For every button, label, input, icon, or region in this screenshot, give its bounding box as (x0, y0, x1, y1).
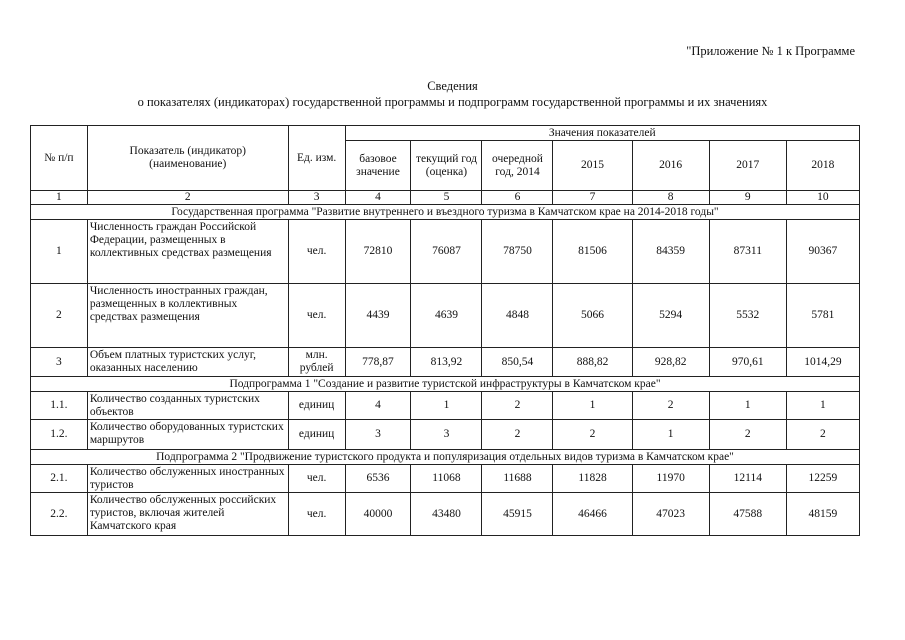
value-cell: 1 (553, 392, 632, 420)
value-cell: 888,82 (553, 348, 632, 377)
header-2016: 2016 (632, 141, 709, 191)
section-title: Подпрограмма 2 "Продвижение туристского продукта и популяризация отдельных видов туризма в Камчатском крае" (31, 450, 860, 465)
value-cell: 11068 (411, 465, 482, 493)
value-cell: 12114 (709, 465, 786, 493)
unit-cell: млн. рублей (288, 348, 345, 377)
col-number: 2 (87, 191, 288, 205)
indicator-name: Количество обслуженных российских туристов, включая жителей Камчатского края (87, 493, 288, 536)
section-title: Государственная программа "Развитие внутреннего и въездного туризма в Камчатском крае на 2014-2018 годы" (31, 205, 860, 220)
value-cell: 12259 (786, 465, 859, 493)
header-indicator: Показатель (индикатор) (наименование) (87, 126, 288, 191)
unit-cell: чел. (288, 465, 345, 493)
value-cell: 850,54 (482, 348, 553, 377)
col-number: 3 (288, 191, 345, 205)
value-cell: 81506 (553, 220, 632, 284)
value-cell: 1 (411, 392, 482, 420)
value-cell: 813,92 (411, 348, 482, 377)
value-cell: 2 (482, 420, 553, 450)
header-num: № п/п (31, 126, 88, 191)
header-current: текущий год (оценка) (411, 141, 482, 191)
document-subtitle: о показателях (индикаторах) государственной программы и подпрограмм государственной программы и их значениях (137, 95, 768, 109)
unit-cell: единиц (288, 420, 345, 450)
value-cell: 2 (786, 420, 859, 450)
col-number: 8 (632, 191, 709, 205)
col-number: 6 (482, 191, 553, 205)
value-cell: 48159 (786, 493, 859, 536)
value-cell: 11688 (482, 465, 553, 493)
value-cell: 1 (786, 392, 859, 420)
value-cell: 4439 (345, 284, 411, 348)
value-cell: 1014,29 (786, 348, 859, 377)
header-2017: 2017 (709, 141, 786, 191)
value-cell: 76087 (411, 220, 482, 284)
value-cell: 84359 (632, 220, 709, 284)
row-number: 1 (31, 220, 88, 284)
indicator-name: Численность граждан Российской Федерации, размещенных в коллективных средствах размещения (87, 220, 288, 284)
value-cell: 45915 (482, 493, 553, 536)
unit-cell: чел. (288, 220, 345, 284)
table-row (31, 465, 860, 493)
col-number: 4 (345, 191, 411, 205)
row-number: 1.2. (31, 420, 88, 450)
value-cell: 78750 (482, 220, 553, 284)
col-number: 5 (411, 191, 482, 205)
value-cell: 5066 (553, 284, 632, 348)
section-row (31, 377, 860, 392)
value-cell: 6536 (345, 465, 411, 493)
value-cell: 778,87 (345, 348, 411, 377)
value-cell: 1 (709, 392, 786, 420)
value-cell: 1 (632, 420, 709, 450)
document-title: Сведения (427, 79, 478, 93)
table-row (31, 284, 860, 348)
indicator-name: Количество оборудованных туристских маршрутов (87, 420, 288, 450)
value-cell: 4 (345, 392, 411, 420)
header-next: очередной год, 2014 (482, 141, 553, 191)
table-row (31, 392, 860, 420)
header-2018: 2018 (786, 141, 859, 191)
value-cell: 2 (632, 392, 709, 420)
section-row (31, 450, 860, 465)
row-number: 1.1. (31, 392, 88, 420)
value-cell: 40000 (345, 493, 411, 536)
value-cell: 5532 (709, 284, 786, 348)
value-cell: 11970 (632, 465, 709, 493)
table-row (31, 220, 860, 284)
header-2015: 2015 (553, 141, 632, 191)
unit-cell: единиц (288, 392, 345, 420)
value-cell: 5294 (632, 284, 709, 348)
annex-label: "Приложение № 1 к Программе (686, 44, 855, 58)
col-number: 1 (31, 191, 88, 205)
header-row-1 (31, 126, 860, 141)
header-unit: Ед. изм. (288, 126, 345, 191)
unit-cell: чел. (288, 284, 345, 348)
indicator-name: Численность иностранных граждан, размещенных в коллективных средствах размещения (87, 284, 288, 348)
value-cell: 4848 (482, 284, 553, 348)
value-cell: 970,61 (709, 348, 786, 377)
table-row (31, 493, 860, 536)
value-cell: 47023 (632, 493, 709, 536)
value-cell: 43480 (411, 493, 482, 536)
value-cell: 72810 (345, 220, 411, 284)
value-cell: 5781 (786, 284, 859, 348)
row-number: 2.2. (31, 493, 88, 536)
header-base: базовое значение (345, 141, 411, 191)
col-number: 9 (709, 191, 786, 205)
value-cell: 3 (411, 420, 482, 450)
column-number-row (31, 191, 860, 205)
unit-cell: чел. (288, 493, 345, 536)
col-number: 7 (553, 191, 632, 205)
row-number: 2 (31, 284, 88, 348)
value-cell: 46466 (553, 493, 632, 536)
value-cell: 2 (482, 392, 553, 420)
value-cell: 928,82 (632, 348, 709, 377)
section-row (31, 205, 860, 220)
value-cell: 87311 (709, 220, 786, 284)
indicator-name: Количество обслуженных иностранных туристов (87, 465, 288, 493)
value-cell: 4639 (411, 284, 482, 348)
row-number: 2.1. (31, 465, 88, 493)
value-cell: 47588 (709, 493, 786, 536)
value-cell: 2 (709, 420, 786, 450)
value-cell: 90367 (786, 220, 859, 284)
table-row (31, 348, 860, 377)
section-title: Подпрограмма 1 "Создание и развитие туристской инфраструктуры в Камчатском крае" (31, 377, 860, 392)
indicator-name: Количество созданных туристских объектов (87, 392, 288, 420)
document-title-block (0, 78, 905, 110)
table-row (31, 420, 860, 450)
indicator-name: Объем платных туристских услуг, оказанных населению (87, 348, 288, 377)
col-number: 10 (786, 191, 859, 205)
indicators-table (30, 125, 860, 536)
value-cell: 3 (345, 420, 411, 450)
row-number: 3 (31, 348, 88, 377)
value-cell: 11828 (553, 465, 632, 493)
value-cell: 2 (553, 420, 632, 450)
header-values-group: Значения показателей (345, 126, 859, 141)
